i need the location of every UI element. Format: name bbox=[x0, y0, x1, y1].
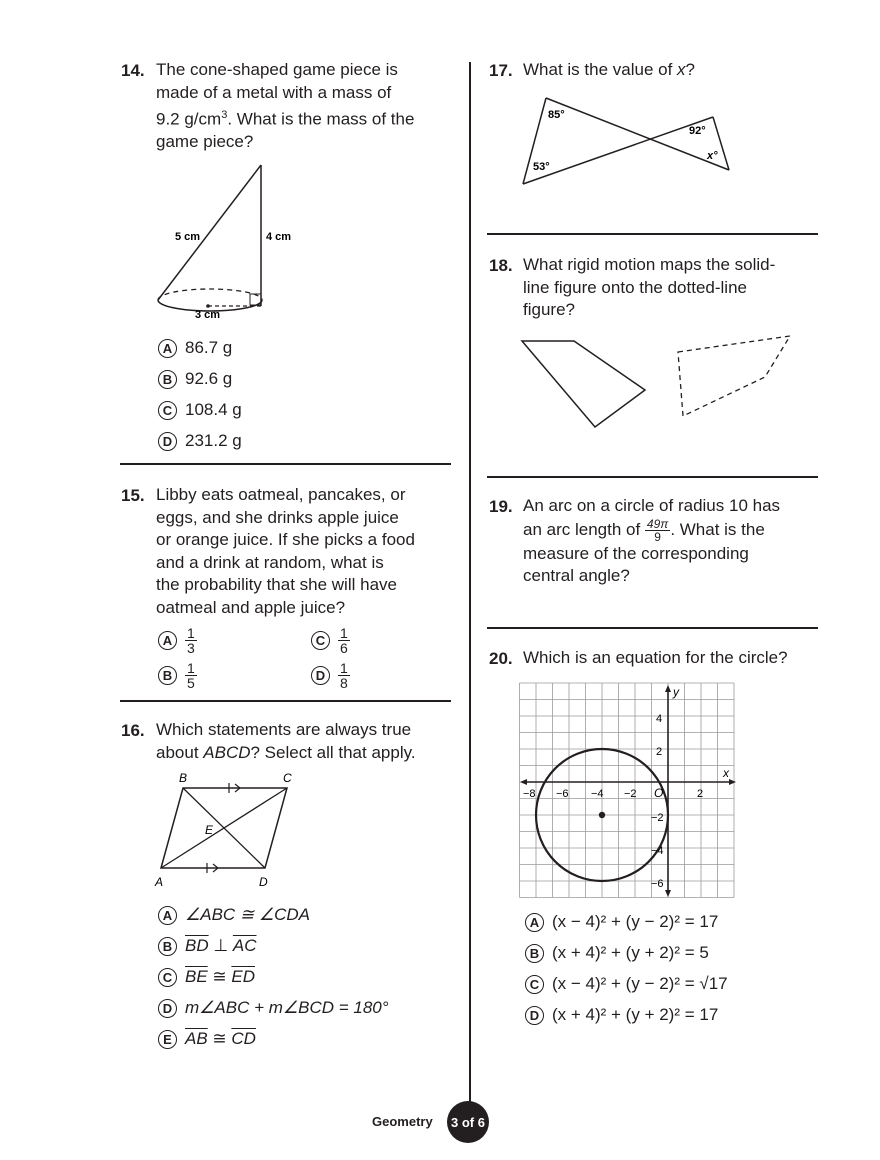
text-part: 9.2 g/cm bbox=[156, 109, 222, 129]
text-line: An arc on a circle of radius 10 has bbox=[523, 496, 781, 515]
numerator: 49π bbox=[646, 516, 669, 531]
option-text: (x − 4)² + (y − 2)² = √17 bbox=[552, 974, 728, 993]
bubble-letter: A bbox=[158, 631, 177, 650]
question-text bbox=[156, 59, 456, 154]
bubble-letter: D bbox=[311, 666, 330, 685]
text-part: about bbox=[156, 742, 204, 762]
y-axis-arrow-up bbox=[665, 685, 671, 692]
bubble-letter: B bbox=[158, 666, 177, 685]
text-part: . What is the bbox=[670, 519, 765, 539]
text-part: ? Select all that apply. bbox=[250, 742, 416, 762]
divider-q19-q20 bbox=[487, 627, 818, 629]
rigid-motion-figure bbox=[515, 330, 800, 435]
option-text: 92.6 g bbox=[185, 369, 233, 388]
text-part: an arc length of bbox=[523, 519, 645, 539]
circle-graph bbox=[520, 685, 738, 897]
crossed-triangles-figure bbox=[518, 92, 738, 192]
text-part: What is the value of bbox=[523, 60, 678, 79]
option-text: 231.2 g bbox=[185, 431, 242, 450]
text-line: eggs, and she drinks apple juice bbox=[156, 507, 399, 527]
y-tick-label: −6 bbox=[651, 878, 664, 890]
answer-option-a[interactable] bbox=[525, 910, 718, 934]
question-text bbox=[156, 719, 456, 764]
fraction bbox=[338, 661, 350, 690]
numerator: 1 bbox=[340, 624, 348, 641]
question-number: 15. bbox=[121, 486, 145, 505]
fraction bbox=[338, 626, 350, 655]
denominator: 8 bbox=[340, 674, 348, 691]
question-number: 16. bbox=[121, 721, 145, 740]
text-line: made of a metal with a mass of bbox=[156, 82, 392, 102]
option-text: 108.4 g bbox=[185, 400, 242, 419]
denominator: 9 bbox=[654, 529, 661, 544]
option-text: 86.7 g bbox=[185, 338, 233, 357]
text-line: measure of the corresponding bbox=[523, 543, 749, 563]
option-text: m∠ABC + m∠BCD = 180° bbox=[185, 998, 389, 1017]
vertex-label-c: C bbox=[283, 771, 292, 785]
y-tick-label: 2 bbox=[656, 746, 663, 758]
x-axis-arrow-right bbox=[729, 779, 736, 785]
answer-option-b[interactable] bbox=[158, 367, 232, 391]
text-line: Which statements are always true bbox=[156, 720, 412, 739]
question-number: 17. bbox=[489, 61, 513, 80]
question-number: 14. bbox=[121, 61, 145, 80]
exponent: 3 bbox=[221, 109, 228, 121]
parallelogram-figure bbox=[150, 768, 310, 893]
solid-figure bbox=[522, 341, 645, 427]
text-line: game piece? bbox=[156, 132, 254, 152]
diagonal-bd bbox=[183, 788, 265, 868]
option-text: ∠ABC ≅ ∠CDA bbox=[185, 905, 311, 924]
circle-center bbox=[599, 812, 605, 818]
vertex-label-b: B bbox=[179, 771, 188, 785]
relation: ≅ bbox=[207, 967, 232, 986]
bubble-letter: C bbox=[158, 401, 177, 420]
y-axis-arrow-down bbox=[665, 890, 671, 897]
segment bbox=[713, 117, 729, 170]
x-tick-label: −4 bbox=[591, 788, 604, 800]
bubble-letter: C bbox=[525, 975, 544, 994]
text-line: or orange juice. If she picks a food bbox=[156, 530, 415, 549]
option-text: (x + 4)² + (y + 2)² = 5 bbox=[552, 943, 709, 962]
x-axis-label: x bbox=[723, 766, 729, 780]
segment: $\overline{AC}$ bbox=[232, 936, 257, 955]
bubble-letter: C bbox=[311, 631, 330, 650]
x-axis-arrow-left bbox=[520, 779, 527, 785]
question-number: 20. bbox=[489, 649, 513, 668]
answer-option-b[interactable] bbox=[158, 659, 197, 691]
text-line: What rigid motion maps the solid- bbox=[523, 255, 776, 274]
bubble-letter: B bbox=[525, 944, 544, 963]
y-tick-label: −4 bbox=[651, 845, 664, 857]
bubble-letter: A bbox=[158, 906, 177, 925]
angle-label-x: x° bbox=[707, 150, 718, 162]
divider-q17-q18 bbox=[487, 233, 818, 235]
text-line: The cone-shaped game piece is bbox=[156, 60, 398, 79]
divider-q18-q19 bbox=[487, 476, 818, 478]
angle-label-53: 53° bbox=[533, 161, 550, 173]
answer-option-a[interactable] bbox=[158, 624, 197, 656]
divider-q14-q15 bbox=[120, 463, 451, 465]
segment: $\overline{BD}$ bbox=[185, 936, 209, 955]
variable: x bbox=[677, 60, 686, 79]
text-line: line figure onto the dotted-line bbox=[523, 277, 747, 297]
page-indicator: 3 of 6 bbox=[447, 1101, 489, 1143]
bubble-letter: A bbox=[158, 339, 177, 358]
y-tick-label: −2 bbox=[651, 812, 664, 824]
numerator: 1 bbox=[187, 624, 195, 641]
cone-slant-edge bbox=[158, 165, 261, 300]
x-tick-label: −8 bbox=[523, 788, 536, 800]
option-text: (x − 4)² + (y − 2)² = 17 bbox=[552, 912, 719, 931]
bubble-letter: D bbox=[158, 999, 177, 1018]
answer-option-a[interactable] bbox=[158, 336, 232, 360]
text-line: figure? bbox=[523, 300, 575, 319]
vertex-label-e: E bbox=[205, 823, 214, 837]
y-tick-label: 4 bbox=[656, 713, 663, 725]
x-tick-label: −2 bbox=[624, 788, 637, 800]
question-text bbox=[523, 59, 823, 82]
question-number: 18. bbox=[489, 256, 513, 275]
question-text bbox=[523, 254, 823, 322]
origin-label: O bbox=[654, 786, 664, 800]
figure-name: ABCD bbox=[203, 742, 251, 762]
bubble-letter: B bbox=[158, 937, 177, 956]
answer-option-e[interactable] bbox=[158, 1027, 256, 1051]
answer-option-d[interactable] bbox=[525, 1003, 718, 1027]
denominator: 6 bbox=[340, 639, 348, 656]
text-line: oatmeal and apple juice? bbox=[156, 597, 346, 617]
question-text bbox=[156, 484, 456, 619]
answer-option-c[interactable] bbox=[158, 965, 255, 989]
vertex-label-d: D bbox=[259, 875, 268, 889]
bubble-letter: D bbox=[158, 432, 177, 451]
cone-base-back bbox=[158, 289, 262, 300]
fraction bbox=[185, 626, 197, 655]
text-line: and a drink at random, what is bbox=[156, 552, 384, 572]
segment: $\overline{CD}$ bbox=[231, 1029, 256, 1048]
bubble-letter: A bbox=[525, 913, 544, 932]
slant-label: 5 cm bbox=[175, 231, 201, 243]
bubble-letter: B bbox=[158, 370, 177, 389]
answer-option-d[interactable] bbox=[158, 429, 242, 453]
text-line: Libby eats oatmeal, pancakes, or bbox=[156, 485, 406, 504]
divider-q15-q16 bbox=[120, 700, 451, 702]
answer-option-c[interactable] bbox=[311, 624, 350, 656]
cone-figure bbox=[150, 160, 292, 325]
angle-label-92: 92° bbox=[689, 125, 706, 137]
question-number: 19. bbox=[489, 497, 513, 516]
text-line bbox=[156, 104, 456, 131]
text-part: ? bbox=[685, 60, 695, 79]
text-line bbox=[156, 742, 456, 765]
answer-option-c[interactable] bbox=[158, 398, 242, 422]
answer-option-a[interactable] bbox=[158, 903, 310, 927]
text-line: central angle? bbox=[523, 566, 630, 585]
relation: ⊥ bbox=[208, 936, 233, 955]
angle-label-85: 85° bbox=[548, 109, 565, 121]
height-label: 4 cm bbox=[266, 231, 292, 243]
bubble-letter: E bbox=[158, 1030, 177, 1049]
vertex-label-a: A bbox=[155, 875, 164, 889]
answer-option-b[interactable] bbox=[525, 941, 709, 965]
text-line: the probability that she will have bbox=[156, 575, 397, 594]
segment: $\overline{AB}$ bbox=[185, 1029, 208, 1048]
numerator: 1 bbox=[340, 659, 348, 676]
question-text: Which is an equation for the circle? bbox=[523, 648, 788, 667]
denominator: 3 bbox=[187, 639, 195, 656]
numerator: 1 bbox=[187, 659, 195, 676]
segment: $\overline{ED}$ bbox=[231, 967, 256, 986]
bubble-letter: C bbox=[158, 968, 177, 987]
bubble-letter: D bbox=[525, 1006, 544, 1025]
text-part: . What is the mass of the bbox=[227, 109, 415, 129]
answer-option-b[interactable] bbox=[158, 934, 257, 958]
dotted-figure bbox=[678, 336, 790, 416]
option-text: (x + 4)² + (y + 2)² = 17 bbox=[552, 1005, 719, 1024]
relation: ≅ bbox=[207, 1029, 232, 1048]
question-text bbox=[523, 495, 823, 588]
answer-option-d[interactable] bbox=[158, 996, 389, 1020]
denominator: 5 bbox=[187, 674, 195, 691]
text-line bbox=[523, 518, 823, 543]
radius-label: 3 cm bbox=[195, 309, 221, 321]
y-axis-label: y bbox=[673, 685, 679, 699]
footer-subject: Geometry bbox=[372, 1114, 433, 1129]
fraction bbox=[645, 518, 670, 543]
answer-option-c[interactable] bbox=[525, 972, 728, 996]
x-tick-label: −6 bbox=[556, 788, 569, 800]
column-divider bbox=[469, 62, 471, 1117]
base-center bbox=[206, 304, 210, 308]
answer-option-d[interactable] bbox=[311, 659, 350, 691]
fraction bbox=[185, 661, 197, 690]
x-tick-label: 2 bbox=[697, 788, 704, 800]
segment: $\overline{BE}$ bbox=[185, 967, 208, 986]
